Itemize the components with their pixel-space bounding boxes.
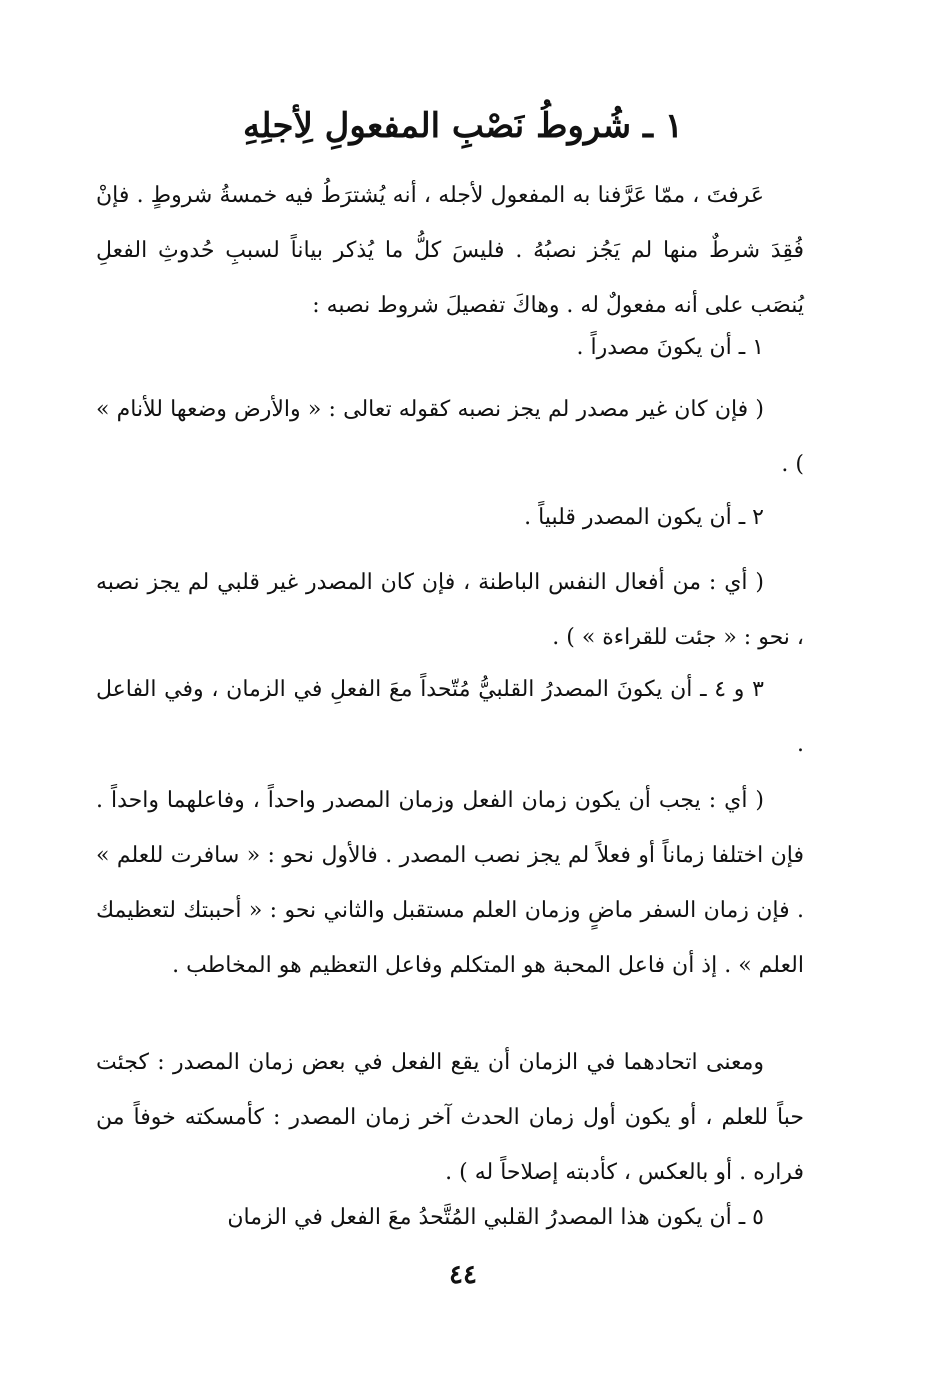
condition-3-4-meaning-note: ومعنى اتحادهما في الزمان أن يقع الفعل في بعض زمان المصدر : كجئت حباً للعلم ، أو يكون أول زمان الحدث آخر زمان المصدر : كأمسكته خوفاً من فراره . أو بالعكس ، كأدبته إصلاحاً له ) . — [96, 1050, 804, 1185]
intro-paragraph: عَرفتَ ، ممّا عَرَّفنا به المفعول لأجله ، أنه يُشترَطُ فيه خمسةُ شروطٍ . فإنْ فُقِدَ شرطٌ منها لم يَجُز نصبُهُ . فليسَ كلُّ ما يُذكر بياناً لسببِ حُدوثِ الفعلِ يُنصَب على أنه مفعولٌ له . وهاكَ تفصيلَ شروط نصبه : — [96, 183, 804, 318]
page-number: ٤٤ — [449, 1260, 477, 1290]
section-title: ١ ـ شُروطُ نَصْبِ المفعولِ لِأجلِهِ — [242, 106, 684, 146]
condition-1-note: ( فإن كان غير مصدر لم يجز نصبه كقوله تعالى : « والأرض وضعها للأنام » ) . — [96, 397, 804, 477]
condition-5: ٥ ـ أن يكون هذا المصدرُ القلبي المُتَّحدُ معَ الفعل في الزمان — [227, 1205, 764, 1230]
condition-2: ٢ ـ أن يكون المصدر قلبياً . — [524, 505, 764, 530]
condition-1: ١ ـ أن يكونَ مصدراً . — [576, 335, 764, 360]
condition-3-4: ٣ و ٤ ـ أن يكونَ المصدرُ القلبيُّ مُتّحداً معَ الفعلِ في الزمان ، وفي الفاعل . — [96, 677, 804, 757]
condition-3-4-note: ( أي : يجب أن يكون زمان الفعل وزمان المصدر واحداً ، وفاعلهما واحداً . فإن اختلفا زماناً أو فعلاً لم يجز نصب المصدر . فالأول نحو : « سافرت للعلم » . فإن زمان السفر ماضٍ وزمان العلم مستقبل والثاني نحو : « أحببتك لتعظيمك العلم » . إذ أن فاعل المحبة هو المتكلم وفاعل التعظيم هو المخاطب . — [96, 788, 804, 978]
condition-2-note: ( أي : من أفعال النفس الباطنة ، فإن كان المصدر غير قلبي لم يجز نصبه ، نحو : « جئت للقراءة » ) . — [96, 570, 804, 650]
